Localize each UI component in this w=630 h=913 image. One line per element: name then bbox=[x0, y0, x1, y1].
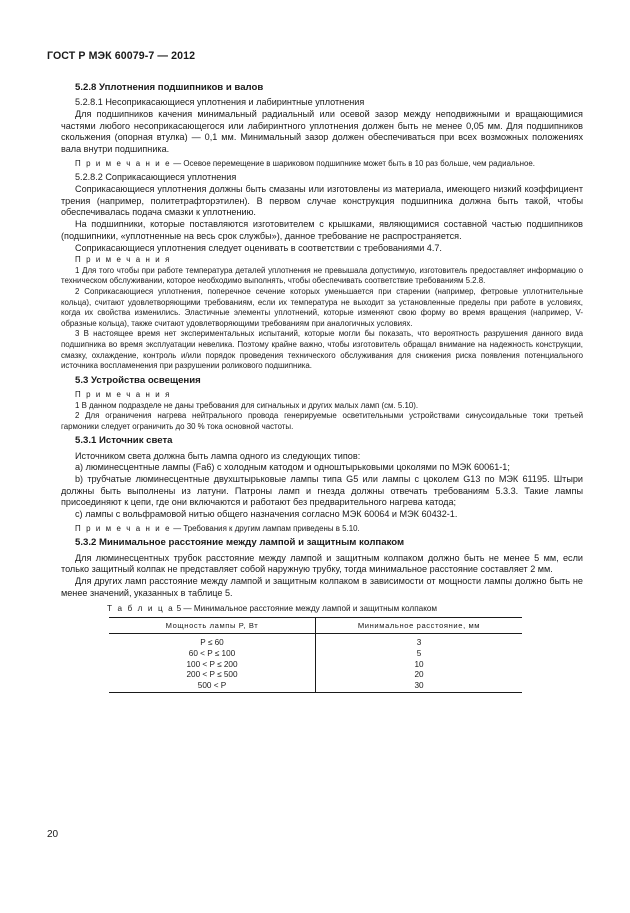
paragraph: На подшипники, которые поставляются изготовителем с крышками, являющимися составной частью подшипников (подшипники, «уплотненные на весь срок службы»), данное требование не распространяется. bbox=[61, 219, 583, 241]
table-cell-distance: 30 bbox=[316, 681, 523, 693]
table-cell-power: 200 < P ≤ 500 bbox=[109, 670, 316, 681]
table-row bbox=[109, 670, 522, 681]
section-5-2-8-title: 5.2.8 Уплотнения подшипников и валов bbox=[75, 82, 264, 93]
note bbox=[61, 524, 583, 535]
list-item-c: с) лампы с вольфрамовой нитью общего назначения согласно МЭК 60064 и МЭК 60432-1. bbox=[75, 509, 458, 520]
note bbox=[61, 159, 583, 170]
section-5-2-8-1-title: 5.2.8.1 Несоприкасающиеся уплотнения и лабиринтные уплотнения bbox=[75, 97, 365, 108]
table-header-distance: Минимальное расстояние, мм bbox=[316, 618, 523, 634]
paragraph: Источником света должна быть лампа одного из следующих типов: bbox=[75, 450, 361, 461]
note-item: 1 Для того чтобы при работе температура деталей уплотнения не превышала допустимую, изготовитель предоставляет информацию о техническом обслуживании, которое необходимо выполнять, чтобы обеспечивать соответствие требованиям 5.2.8. bbox=[61, 265, 583, 286]
note-label: П р и м е ч а н и е bbox=[75, 523, 172, 533]
table-row bbox=[109, 681, 522, 693]
note-item: 2 Для ограничения нагрева нейтрального провода генерируемые осветительными устройствами синусоидальные токи третьей гармоники следует ограничить до 30 % тока основной частоты. bbox=[61, 411, 583, 431]
table-cell-distance: 5 bbox=[416, 648, 422, 658]
table-row bbox=[109, 634, 522, 649]
table-cell-distance: 20 bbox=[414, 670, 424, 680]
list-item-b: b) трубчатые люминесцентные двухштырьковые лампы типа G5 или лампы с цоколем G13 по МЭК 61195. Штыри должны быть выполнены из латуни. Патроны ламп и гнезда должны отвечать требованиям 5.3.3. Такие лампы присоединяют к цепи, где они включаются и работают без предварительного нагрева катода; bbox=[61, 473, 583, 508]
table-caption-label: Т а б л и ц а bbox=[107, 604, 175, 614]
table-cell-power: P ≤ 60 bbox=[109, 634, 316, 649]
note-item: 1 В данном подразделе не даны требования для сигнальных и других малых ламп (см. 5.10). bbox=[75, 400, 419, 410]
table-cell-power: 500 < P bbox=[109, 681, 316, 693]
table-cell-distance: 10 bbox=[414, 659, 424, 669]
section-5-3-1-title: 5.3.1 Источник света bbox=[75, 435, 173, 447]
note-label: П р и м е ч а н и е bbox=[75, 158, 172, 168]
table-caption bbox=[107, 603, 583, 614]
table-cell-distance: 3 bbox=[416, 638, 422, 648]
note-item: 2 Соприкасающиеся уплотнения, поперечное сечение которых уменьшается при старении (например, фетровые уплотнительные кольца), считают удовлетворяющими требованиям, если их температура не выходит за установленные пределы при работе в условиях, когда их свойства изменились. Эластичные элементы уплотнений, которые изменяют свою форму во время вращения (например, V-образные кольца), также считают удовлетворяющими требованиям при аналогичных условиях. bbox=[61, 287, 583, 328]
section-5-3-2-title: 5.3.2 Минимальное расстояние между лампой и защитным колпаком bbox=[75, 537, 405, 549]
paragraph: Для подшипников качения минимальный радиальный или осевой зазор между неподвижными и вращающимися частями любого несоприкасающегося или лабиринтного уплотнения должен быть не менее 0,05 мм. Для подшипников скольжения (опорная втулка) — 0,1 мм. Минимальный зазор должен обеспечиваться при всех возможных положениях вала внутри подшипника. bbox=[61, 108, 583, 155]
table-row bbox=[109, 649, 522, 660]
paragraph: Соприкасающиеся уплотнения следует оценивать в соответствии с требованиями 4.7. bbox=[75, 242, 442, 253]
table-cell-power: 60 < P ≤ 100 bbox=[109, 649, 316, 660]
paragraph: Для других ламп расстояние между лампой и защитным колпаком в зависимости от мощности лампы должно быть не менее значений, указанных в таблице 5. bbox=[61, 575, 583, 598]
page-content bbox=[61, 79, 583, 693]
table-row bbox=[109, 660, 522, 671]
note-item: 3 В настоящее время нет экспериментальных испытаний, которые могли бы показать, что вероятность разрушения данного вида подшипника во время эксплуатации невелика. Поэтому крайне важно, чтобы изготовитель обращал внимание на надежность конструкции, смазку, охлаждение, контроль и/или порядок проведения технического обслуживания для снижения риска появления потенциального источника воспламенения при разрушении роликового подшипника. bbox=[61, 329, 583, 371]
notes-label: П р и м е ч а н и я bbox=[75, 255, 171, 265]
list-item-a: а) люминесцентные лампы (Fa6) с холодным катодом и одноштырьковыми цоколями по МЭК 60061-1; bbox=[75, 462, 510, 473]
paragraph: Для люминесцентных трубок расстояние между лампой и защитным колпаком должно быть не менее 5 мм, если только защитный колпак не представляет собой наружную трубку, тогда минимальное расстояние составляет 2 мм. bbox=[61, 552, 583, 575]
table-cell-power: 100 < P ≤ 200 bbox=[109, 660, 316, 671]
page-number: 20 bbox=[47, 829, 59, 840]
note-text: — Требования к другим лампам приведены в 5.10. bbox=[171, 523, 360, 533]
paragraph: Соприкасающиеся уплотнения должны быть смазаны или изготовлены из материала, имеющего низкий коэффициент трения (например, политетрафторэтилен). В первом случае конструкция подшипника должна быть такой, чтобы обеспечивалась подача смазки к уплотнению. bbox=[61, 184, 583, 218]
table-header-power: Мощность лампы P, Вт bbox=[109, 618, 316, 634]
section-5-3-title: 5.3 Устройства освещения bbox=[75, 374, 201, 386]
table-caption-text: 5 — Минимальное расстояние между лампой и защитным колпаком bbox=[174, 604, 438, 614]
table-5 bbox=[109, 617, 522, 693]
note-text: — Осевое перемещение в шариковом подшипнике может быть в 10 раз больше, чем радиальное. bbox=[171, 158, 535, 168]
document-header: ГОСТ Р МЭК 60079-7 — 2012 bbox=[47, 50, 196, 62]
section-5-2-8-2-title: 5.2.8.2 Соприкасающиеся уплотнения bbox=[75, 172, 237, 183]
notes-label: П р и м е ч а н и я bbox=[75, 389, 171, 399]
